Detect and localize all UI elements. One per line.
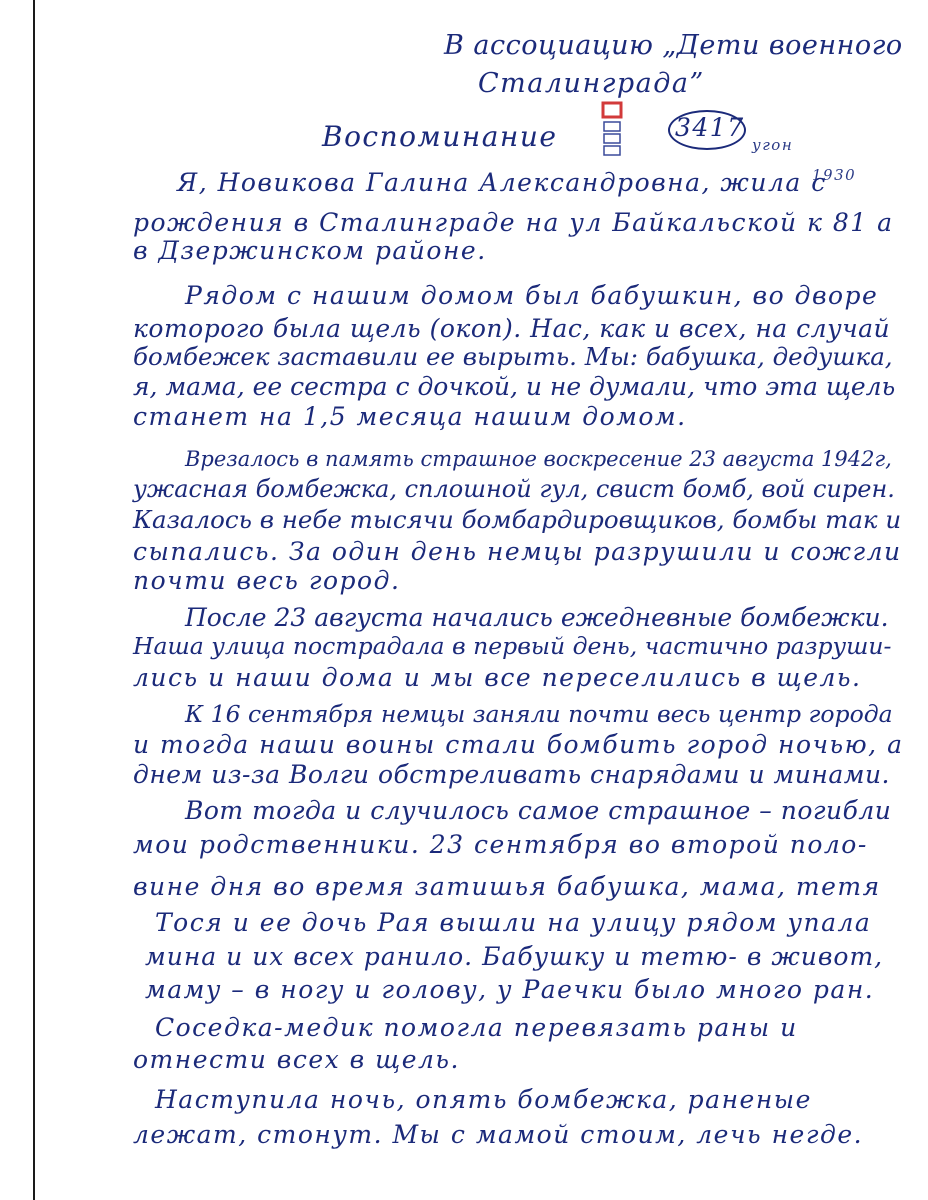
body-line: Врезалось в память страшное воскресение 23 августа 1942г, xyxy=(185,447,892,471)
body-line: Наступила ночь, опять бомбежка, раненые xyxy=(155,1085,812,1114)
doc-number: 3417 xyxy=(675,113,745,142)
body-line: Тося и ее дочь Рая вышли на улицу рядом упала xyxy=(155,908,872,937)
body-line: вине дня во время затишья бабушка, мама, тетя xyxy=(133,872,881,901)
body-line: сыпались. За один день немцы разрушили и сожгли xyxy=(133,537,902,566)
archive-stamp-icon xyxy=(600,100,626,164)
body-line: бомбежек заставили ее вырыть. Мы: бабушка, дедушка, xyxy=(133,342,893,371)
body-line: Казалось в небе тысячи бомбардировщиков, бомбы так и xyxy=(133,505,902,534)
body-line: ужасная бомбежка, сплошной гул, свист бомб, вой сирен. xyxy=(133,475,895,503)
body-line: отнести всех в щель. xyxy=(133,1045,460,1074)
body-line: Наша улица пострадала в первый день, частично разруши- xyxy=(133,632,892,660)
body-line: К 16 сентября немцы заняли почти весь центр города xyxy=(185,700,893,728)
body-line: Я, Новикова Галина Александровна, жила с xyxy=(177,168,827,197)
body-line: мои родственники. 23 сентября во второй поло- xyxy=(133,830,868,859)
body-line: я, мама, ее сестра с дочкой, и не думали, что эта щель xyxy=(133,372,896,401)
addressee-line-1: В ассоциацию „Дети военного xyxy=(444,30,903,61)
body-line: днем из-за Волги обстреливать снарядами и минами. xyxy=(133,760,891,789)
body-line: Рядом с нашим домом был бабушкин, во дворе xyxy=(185,281,879,310)
addressee-line-2: Сталинграда” xyxy=(478,68,705,99)
body-line: рождения в Сталинграде на ул Байкальской к 81 а xyxy=(133,208,894,237)
body-line: которого была щель (окоп). Нас, как и всех, на случай xyxy=(133,314,891,343)
page-edge xyxy=(33,0,35,1200)
corner-note: угон xyxy=(752,136,794,154)
letter-title: Воспоминание xyxy=(322,120,558,153)
body-line: в Дзержинском районе. xyxy=(133,236,487,265)
body-line: После 23 августа начались ежедневные бомбежки. xyxy=(185,603,889,632)
body-line: Вот тогда и случилось самое страшное – погибли xyxy=(185,796,892,825)
body-line: станет на 1,5 месяца нашим домом. xyxy=(133,402,687,431)
body-line: маму – в ногу и голову, у Раечки было много ран. xyxy=(145,975,875,1004)
body-line: лись и наши дома и мы все переселились в щель. xyxy=(133,663,862,692)
body-line: мина и их всех ранило. Бабушку и тетю- в живот, xyxy=(145,942,884,971)
body-line: и тогда наши воины стали бомбить город ночью, а xyxy=(133,730,904,759)
body-line: лежат, стонут. Мы с мамой стоим, лечь негде. xyxy=(133,1120,864,1149)
body-line: Соседка-медик помогла перевязать раны и xyxy=(155,1013,798,1042)
body-line: почти весь город. xyxy=(133,566,401,595)
year-note: 1930 xyxy=(812,166,857,184)
